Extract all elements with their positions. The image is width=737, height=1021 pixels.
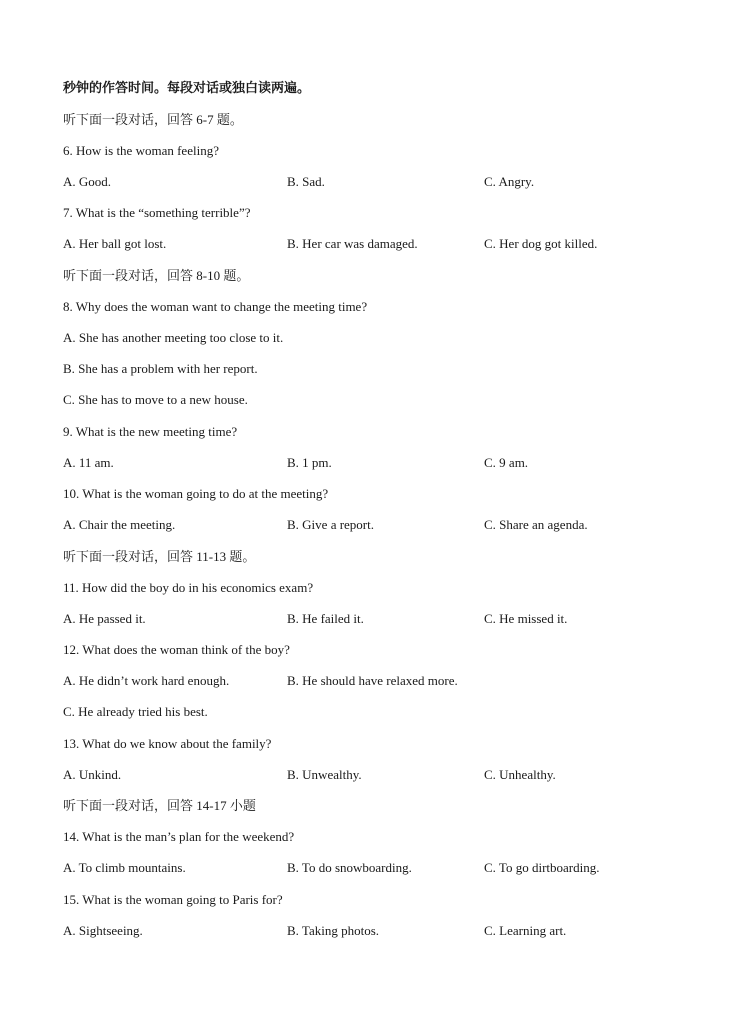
option-c: C. Learning art. (484, 923, 567, 938)
option-a: A. Good. (63, 174, 112, 189)
option-c: C. Share an agenda. (484, 517, 588, 532)
question-14: 14. What is the man’s plan for the weekend? (63, 829, 295, 844)
option-c: C. To go dirtboarding. (484, 860, 600, 875)
option-b: B. 1 pm. (287, 455, 332, 470)
option-b: B. Give a report. (287, 517, 375, 532)
option-a: A. Sightseeing. (63, 923, 143, 938)
option-c: C. Angry. (484, 174, 535, 189)
option-b: B. He should have relaxed more. (287, 673, 458, 688)
section-heading: 听下面一段对话，回答 14-17 小题 (63, 798, 256, 813)
option-b: B. He failed it. (287, 611, 364, 626)
option-a: A. Her ball got lost. (63, 236, 167, 251)
option-a: A. To climb mountains. (63, 860, 186, 875)
option-b: B. Taking photos. (287, 923, 380, 938)
option-a: A. She has another meeting too close to it. (63, 330, 284, 345)
option-a: A. 11 am. (63, 455, 114, 470)
question-13: 13. What do we know about the family? (63, 736, 272, 751)
option-b: B. Her car was damaged. (287, 236, 418, 251)
option-c: C. He missed it. (484, 611, 568, 626)
option-b: B. Unwealthy. (287, 767, 362, 782)
section-heading: 听下面一段对话，回答 6-7 题。 (63, 112, 243, 127)
question-9: 9. What is the new meeting time? (63, 424, 238, 439)
question-15: 15. What is the woman going to Paris for? (63, 892, 283, 907)
option-c: C. 9 am. (484, 455, 529, 470)
option-c: C. Unhealthy. (484, 767, 556, 782)
question-7: 7. What is the “something terrible”? (63, 205, 251, 220)
option-b: B. To do snowboarding. (287, 860, 412, 875)
option-c: C. He already tried his best. (63, 704, 208, 719)
option-a: A. He passed it. (63, 611, 146, 626)
question-12: 12. What does the woman think of the boy? (63, 642, 290, 657)
option-a: A. Unkind. (63, 767, 122, 782)
section-heading: 听下面一段对话，回答 11-13 题。 (63, 549, 256, 564)
question-6: 6. How is the woman feeling? (63, 143, 219, 158)
intro-text: 秒钟的作答时间。每段对话或独白读两遍。 (63, 80, 311, 95)
option-c: C. Her dog got killed. (484, 236, 598, 251)
question-10: 10. What is the woman going to do at the meeting? (63, 486, 329, 501)
section-heading: 听下面一段对话，回答 8-10 题。 (63, 268, 250, 283)
question-8: 8. Why does the woman want to change the meeting time? (63, 299, 368, 314)
option-a: A. Chair the meeting. (63, 517, 176, 532)
option-b: B. Sad. (287, 174, 325, 189)
option-a: A. He didn’t work hard enough. (63, 673, 230, 688)
option-b: B. She has a problem with her report. (63, 361, 258, 376)
question-11: 11. How did the boy do in his economics exam? (63, 580, 314, 595)
option-c: C. She has to move to a new house. (63, 392, 248, 407)
